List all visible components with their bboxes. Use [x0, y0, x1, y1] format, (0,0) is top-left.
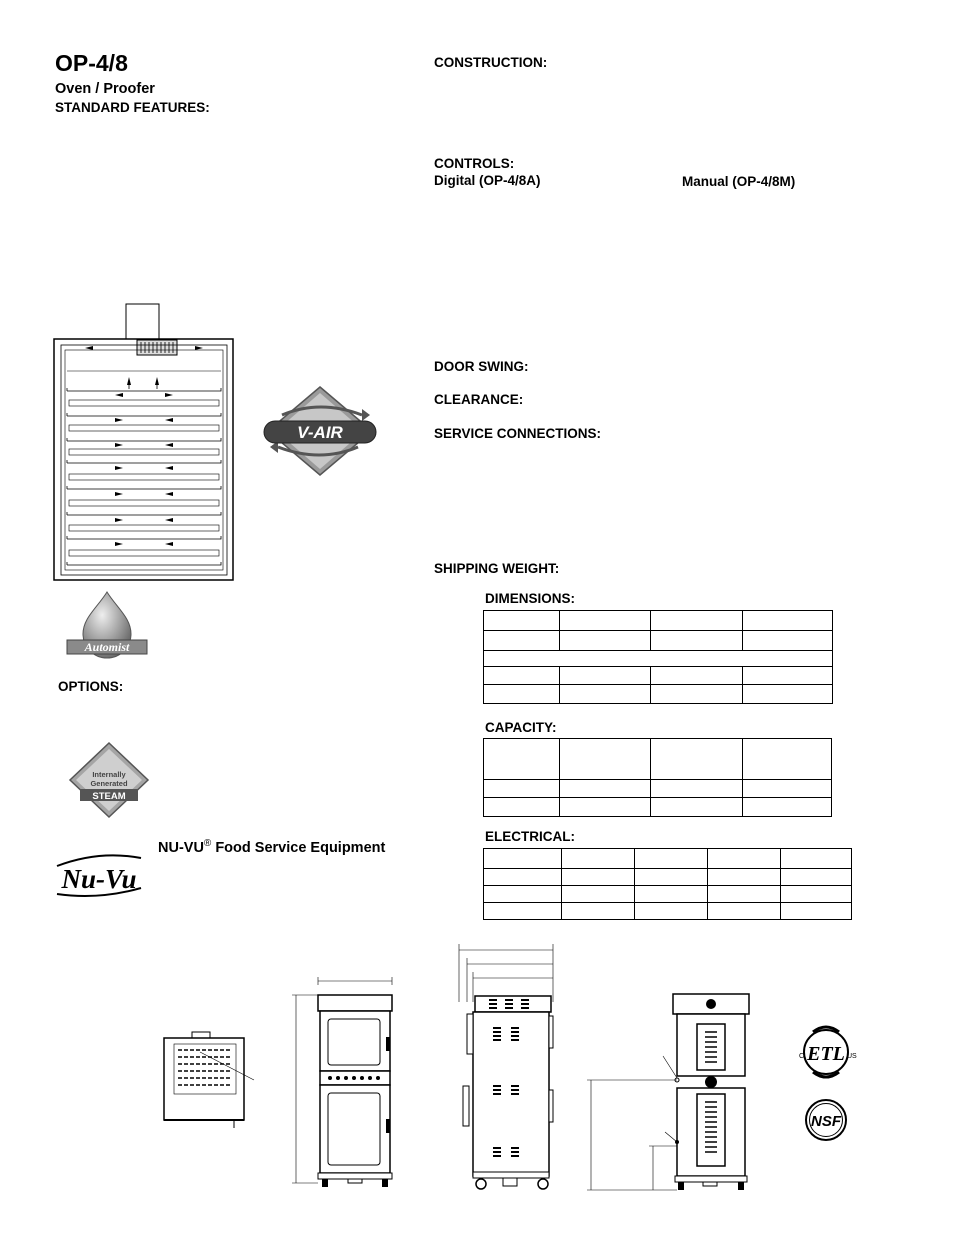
footer-brand	[158, 838, 385, 856]
door-swing-heading: DOOR SWING:	[434, 359, 529, 374]
product-subtitle: Oven / Proofer	[55, 81, 155, 97]
v-air-badge	[260, 385, 380, 477]
brand-name: NU-VU	[158, 839, 204, 856]
dimensions-heading: DIMENSIONS:	[485, 591, 576, 606]
steam-badge	[68, 741, 150, 819]
nsf-mark	[804, 1098, 848, 1142]
construction-heading: CONSTRUCTION:	[434, 55, 548, 70]
steam-line2: Generated	[90, 779, 128, 788]
side-view-drawing	[455, 942, 560, 1194]
v-air-text: V-AIR	[297, 423, 343, 442]
options-heading: OPTIONS:	[58, 679, 124, 694]
capacity-heading: CAPACITY:	[485, 720, 557, 735]
shipping-weight-heading: SHIPPING WEIGHT:	[434, 561, 560, 576]
airflow-diagram	[53, 303, 235, 583]
steam-line1: Internally	[92, 770, 126, 779]
standard-features-heading: STANDARD FEATURES:	[55, 100, 210, 115]
controls-manual: Manual (OP-4/8M)	[682, 174, 796, 189]
steam-line3: STEAM	[92, 791, 126, 802]
capacity-table	[483, 738, 832, 817]
logo-text: Nu-Vu	[61, 864, 137, 894]
clearance-heading: CLEARANCE:	[434, 392, 524, 407]
electrical-table	[483, 848, 852, 920]
etl-listed-mark	[795, 1020, 857, 1080]
etl-c-text: C	[799, 1053, 805, 1060]
controls-digital: Digital (OP-4/8A)	[434, 173, 541, 188]
rear-view-drawing	[585, 992, 755, 1192]
etl-text: ETL	[807, 1043, 845, 1065]
automist-badge	[65, 590, 149, 660]
model-title: OP-4/8	[55, 50, 128, 76]
etl-us-text: US	[847, 1053, 857, 1060]
brand-suffix: Food Service Equipment	[215, 839, 386, 856]
electrical-heading: ELECTRICAL:	[485, 829, 575, 844]
front-view-drawing	[288, 975, 408, 1195]
registered-mark: ®	[203, 838, 212, 849]
dimensions-table	[483, 610, 833, 704]
controls-heading: CONTROLS:	[434, 156, 515, 171]
nu-vu-logo	[55, 852, 143, 900]
service-connections-heading: SERVICE CONNECTIONS:	[434, 426, 602, 441]
automist-text: Automist	[84, 640, 130, 654]
top-view-drawing	[160, 1030, 260, 1130]
nsf-text: NSF	[811, 1113, 841, 1130]
